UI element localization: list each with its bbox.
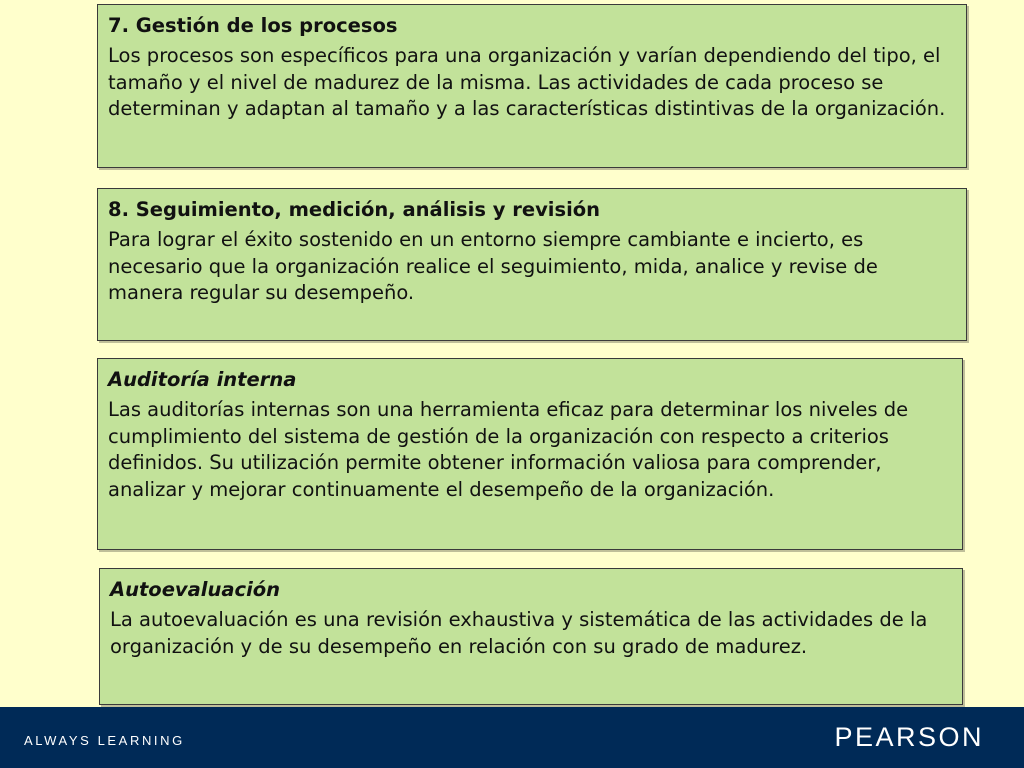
section-procesos [97,4,967,168]
section-autoevaluacion [99,568,963,705]
section-seguimiento [97,188,967,341]
section-body: Para lograr el éxito sostenido en un entorno siempre cambiante e incierto, es necesario que la organización realice el seguimiento, mida, analice y revise de manera regular su desempeño. [108,228,878,304]
section-body: Los procesos son específicos para una organización y varían dependiendo del tipo, el tamaño y el nivel de madurez de la misma. Las actividades de cada proceso se determinan y adaptan al tamaño y a las características distintivas de la organización. [108,44,946,120]
section-title: 8. Seguimiento, medición, análisis y revisión [108,198,601,221]
brand-logo: PEARSON [834,722,984,752]
footer-tagline: ALWAYS LEARNING [24,733,185,748]
section-body: La autoevaluación es una revisión exhaustiva y sistemática de las actividades de la organización y de su desempeño en relación con su grado de madurez. [110,608,928,658]
section-auditoria [97,358,963,550]
section-body: Las auditorías internas son una herramienta eficaz para determinar los niveles de cumplimiento del sistema de gestión de la organización con respecto a criterios definidos. Su utilización permite obtener información valiosa para comprender, analizar y mejorar continuamente el desempeño de la organización. [108,398,909,501]
section-title: Autoevaluación [110,578,281,601]
section-title: Auditoría interna [108,368,297,391]
footer-bar [0,707,1024,768]
section-title: 7. Gestión de los procesos [108,14,398,37]
